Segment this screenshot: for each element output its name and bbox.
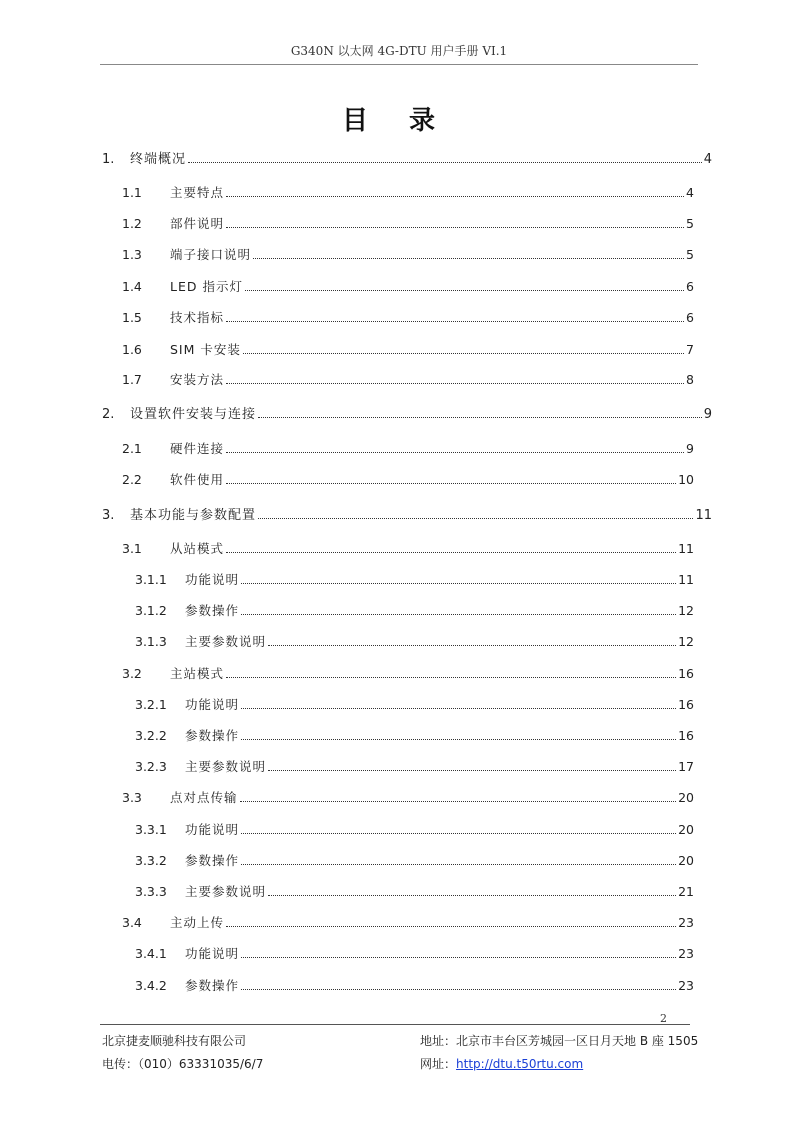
toc-entry[interactable] bbox=[135, 757, 694, 777]
toc-dot-leader bbox=[268, 644, 676, 646]
toc-entry[interactable] bbox=[135, 976, 694, 996]
toc-dot-leader bbox=[226, 320, 684, 322]
toc-entry-title: 主要参数说明 bbox=[185, 884, 267, 899]
toc-entry-number: 3.1.3 bbox=[135, 634, 167, 649]
toc-dot-leader bbox=[241, 956, 676, 958]
toc-entry-title: 参数操作 bbox=[185, 728, 240, 743]
toc-entry[interactable] bbox=[135, 570, 694, 590]
footer-address: 地址：北京市丰台区芳城园一区日月天地 B 座 1505 bbox=[420, 1034, 699, 1048]
toc-entry-page: 11 bbox=[695, 508, 712, 523]
toc-entry-title: 端子接口说明 bbox=[170, 247, 252, 262]
toc-dot-leader bbox=[241, 707, 676, 709]
toc-entry-title: 主动上传 bbox=[170, 915, 225, 930]
toc-entry-title: 技术指标 bbox=[170, 310, 225, 325]
toc-entry-page: 23 bbox=[678, 946, 694, 961]
toc-dot-leader bbox=[268, 894, 676, 896]
toc-entry-title: 点对点传输 bbox=[170, 790, 238, 805]
toc-entry-number: 3.1.2 bbox=[135, 603, 167, 618]
toc-entry[interactable] bbox=[135, 882, 694, 902]
toc-entry[interactable] bbox=[135, 632, 694, 652]
toc-entry-title: 从站模式 bbox=[170, 541, 225, 556]
toc-dot-leader bbox=[243, 352, 684, 354]
toc-entry-title: SIM 卡安装 bbox=[170, 342, 241, 357]
toc-entry-page: 16 bbox=[678, 666, 694, 681]
toc-entry-title: 主要参数说明 bbox=[185, 634, 267, 649]
toc-entry-number: 3.3.3 bbox=[135, 884, 167, 899]
toc-entry[interactable] bbox=[102, 403, 712, 423]
toc-entry-number: 1.5 bbox=[122, 310, 142, 325]
toc-entry-number: 3.2.1 bbox=[135, 697, 167, 712]
toc-entry-page: 21 bbox=[678, 884, 694, 899]
toc-entry-number: 3.1.1 bbox=[135, 572, 167, 587]
toc-dot-leader bbox=[241, 863, 676, 865]
running-header: G340N 以太网 4G-DTU 用户手册 VI.1 bbox=[290, 44, 508, 58]
toc-entry-number: 3.2.3 bbox=[135, 759, 167, 774]
toc-entry-title: 参数操作 bbox=[185, 978, 240, 993]
toc-entry[interactable] bbox=[135, 820, 694, 840]
footer-web-link[interactable]: http://dtu.t50rtu.com bbox=[456, 1057, 584, 1071]
toc-dot-leader bbox=[226, 482, 676, 484]
toc-entry-page: 20 bbox=[678, 822, 694, 837]
toc-entry-number: 1.2 bbox=[122, 216, 142, 231]
toc-entry-page: 20 bbox=[678, 853, 694, 868]
footer-web-label: 网址： bbox=[420, 1057, 457, 1071]
toc-entry[interactable] bbox=[122, 913, 694, 933]
toc-entry[interactable] bbox=[135, 944, 694, 964]
toc-entry-title: 功能说明 bbox=[185, 697, 240, 712]
toc-entry-page: 11 bbox=[678, 572, 694, 587]
toc-entry-page: 5 bbox=[686, 216, 694, 231]
toc-entry-title: 硬件连接 bbox=[170, 441, 225, 456]
toc-entry[interactable] bbox=[102, 148, 712, 168]
toc-entry-title: 功能说明 bbox=[185, 572, 240, 587]
toc-dot-leader bbox=[245, 289, 684, 291]
toc-entry-title: 安装方法 bbox=[170, 372, 225, 387]
toc-entry-title: 设置软件安装与连接 bbox=[130, 407, 257, 422]
toc-entry-title: 基本功能与参数配置 bbox=[130, 508, 257, 523]
toc-dot-leader bbox=[226, 226, 684, 228]
toc-dot-leader bbox=[226, 451, 684, 453]
toc-dot-leader bbox=[258, 517, 693, 519]
toc-entry-number: 3.4.2 bbox=[135, 978, 167, 993]
toc-entry[interactable] bbox=[122, 439, 694, 459]
toc-entry-page: 11 bbox=[678, 541, 694, 556]
toc-entry-page: 9 bbox=[703, 407, 712, 422]
toc-dot-leader bbox=[241, 988, 676, 990]
toc-entry-number: 2.1 bbox=[122, 441, 142, 456]
toc-entry-page: 16 bbox=[678, 728, 694, 743]
toc-dot-leader bbox=[240, 800, 677, 802]
toc-dot-leader bbox=[241, 832, 676, 834]
toc-entry[interactable] bbox=[135, 601, 694, 621]
toc-entry-title: 终端概况 bbox=[130, 152, 187, 167]
toc-entry-title: 主要特点 bbox=[170, 185, 225, 200]
toc-entry[interactable] bbox=[122, 664, 694, 684]
toc-entry[interactable] bbox=[122, 470, 694, 490]
toc-entry-title: 功能说明 bbox=[185, 946, 240, 961]
toc-dot-leader bbox=[226, 382, 684, 384]
toc-entry-number: 2. bbox=[102, 407, 115, 422]
toc-entry-page: 23 bbox=[678, 915, 694, 930]
toc-entry-title: 参数操作 bbox=[185, 853, 240, 868]
footer-phone: 电传：（010）63331035/6/7 bbox=[102, 1057, 264, 1071]
toc-entry-page: 6 bbox=[686, 310, 694, 325]
toc-entry-number: 1.7 bbox=[122, 372, 142, 387]
toc-entry-title: 主要参数说明 bbox=[185, 759, 267, 774]
toc-dot-leader bbox=[241, 613, 676, 615]
toc-entry-number: 3. bbox=[102, 508, 115, 523]
toc-entry-page: 10 bbox=[678, 472, 694, 487]
toc-entry-page: 20 bbox=[678, 790, 694, 805]
toc-entry[interactable] bbox=[122, 214, 694, 234]
toc-entry-title: 参数操作 bbox=[185, 603, 240, 618]
toc-entry[interactable] bbox=[122, 539, 694, 559]
toc-entry-number: 3.3.2 bbox=[135, 853, 167, 868]
toc-entry-number: 2.2 bbox=[122, 472, 142, 487]
toc-dot-leader bbox=[253, 257, 684, 259]
toc-dot-leader bbox=[188, 161, 702, 163]
page-number: 2 bbox=[660, 1012, 667, 1025]
toc-entry-title: LED 指示灯 bbox=[170, 279, 243, 294]
toc-entry[interactable] bbox=[122, 183, 694, 203]
toc-entry[interactable] bbox=[122, 370, 694, 390]
toc-dot-leader bbox=[268, 769, 676, 771]
toc-entry-number: 1.6 bbox=[122, 342, 142, 357]
toc-entry-number: 1.1 bbox=[122, 185, 142, 200]
toc-entry-page: 6 bbox=[686, 279, 694, 294]
toc-entry-page: 17 bbox=[678, 759, 694, 774]
toc-entry[interactable] bbox=[122, 340, 694, 360]
toc-entry-number: 3.2 bbox=[122, 666, 142, 681]
toc-entry[interactable] bbox=[122, 308, 694, 328]
toc-entry[interactable] bbox=[135, 851, 694, 871]
toc-entry-page: 4 bbox=[703, 152, 712, 167]
toc-entry-title: 主站模式 bbox=[170, 666, 225, 681]
toc-entry-page: 9 bbox=[686, 441, 694, 456]
toc-entry-number: 1.4 bbox=[122, 279, 142, 294]
toc-entry-title: 部件说明 bbox=[170, 216, 225, 231]
toc-entry-number: 3.3 bbox=[122, 790, 142, 805]
footer-website bbox=[420, 1055, 583, 1072]
toc-entry-title: 软件使用 bbox=[170, 472, 225, 487]
toc-entry-page: 8 bbox=[686, 372, 694, 387]
toc-entry[interactable] bbox=[122, 788, 694, 808]
toc-entry-number: 1. bbox=[102, 152, 115, 167]
toc-dot-leader bbox=[258, 416, 702, 418]
toc-entry-page: 12 bbox=[678, 634, 694, 649]
footer-company: 北京捷麦顺驰科技有限公司 bbox=[102, 1034, 247, 1048]
toc-entry-page: 5 bbox=[686, 247, 694, 262]
toc-entry-page: 4 bbox=[686, 185, 694, 200]
toc-dot-leader bbox=[226, 676, 676, 678]
toc-entry-page: 16 bbox=[678, 697, 694, 712]
toc-entry-page: 23 bbox=[678, 978, 694, 993]
toc-entry-number: 1.3 bbox=[122, 247, 142, 262]
toc-entry-number: 3.2.2 bbox=[135, 728, 167, 743]
toc-entry[interactable] bbox=[102, 504, 712, 524]
toc-entry-number: 3.1 bbox=[122, 541, 142, 556]
toc-dot-leader bbox=[226, 925, 676, 927]
toc-dot-leader bbox=[226, 551, 676, 553]
toc-entry[interactable] bbox=[122, 277, 694, 297]
toc-dot-leader bbox=[226, 195, 684, 197]
toc-entry-title: 功能说明 bbox=[185, 822, 240, 837]
toc-entry-number: 3.3.1 bbox=[135, 822, 167, 837]
toc-entry-page: 7 bbox=[686, 342, 694, 357]
toc-entry[interactable] bbox=[135, 695, 694, 715]
toc-entry[interactable] bbox=[122, 245, 694, 265]
toc-entry-page: 12 bbox=[678, 603, 694, 618]
toc-entry[interactable] bbox=[135, 726, 694, 746]
toc-dot-leader bbox=[241, 738, 676, 740]
toc-dot-leader bbox=[241, 582, 676, 584]
toc-title: 目 录 bbox=[341, 106, 452, 136]
toc-entry-number: 3.4.1 bbox=[135, 946, 167, 961]
toc-entry-number: 3.4 bbox=[122, 915, 142, 930]
footer-divider bbox=[100, 1024, 690, 1025]
